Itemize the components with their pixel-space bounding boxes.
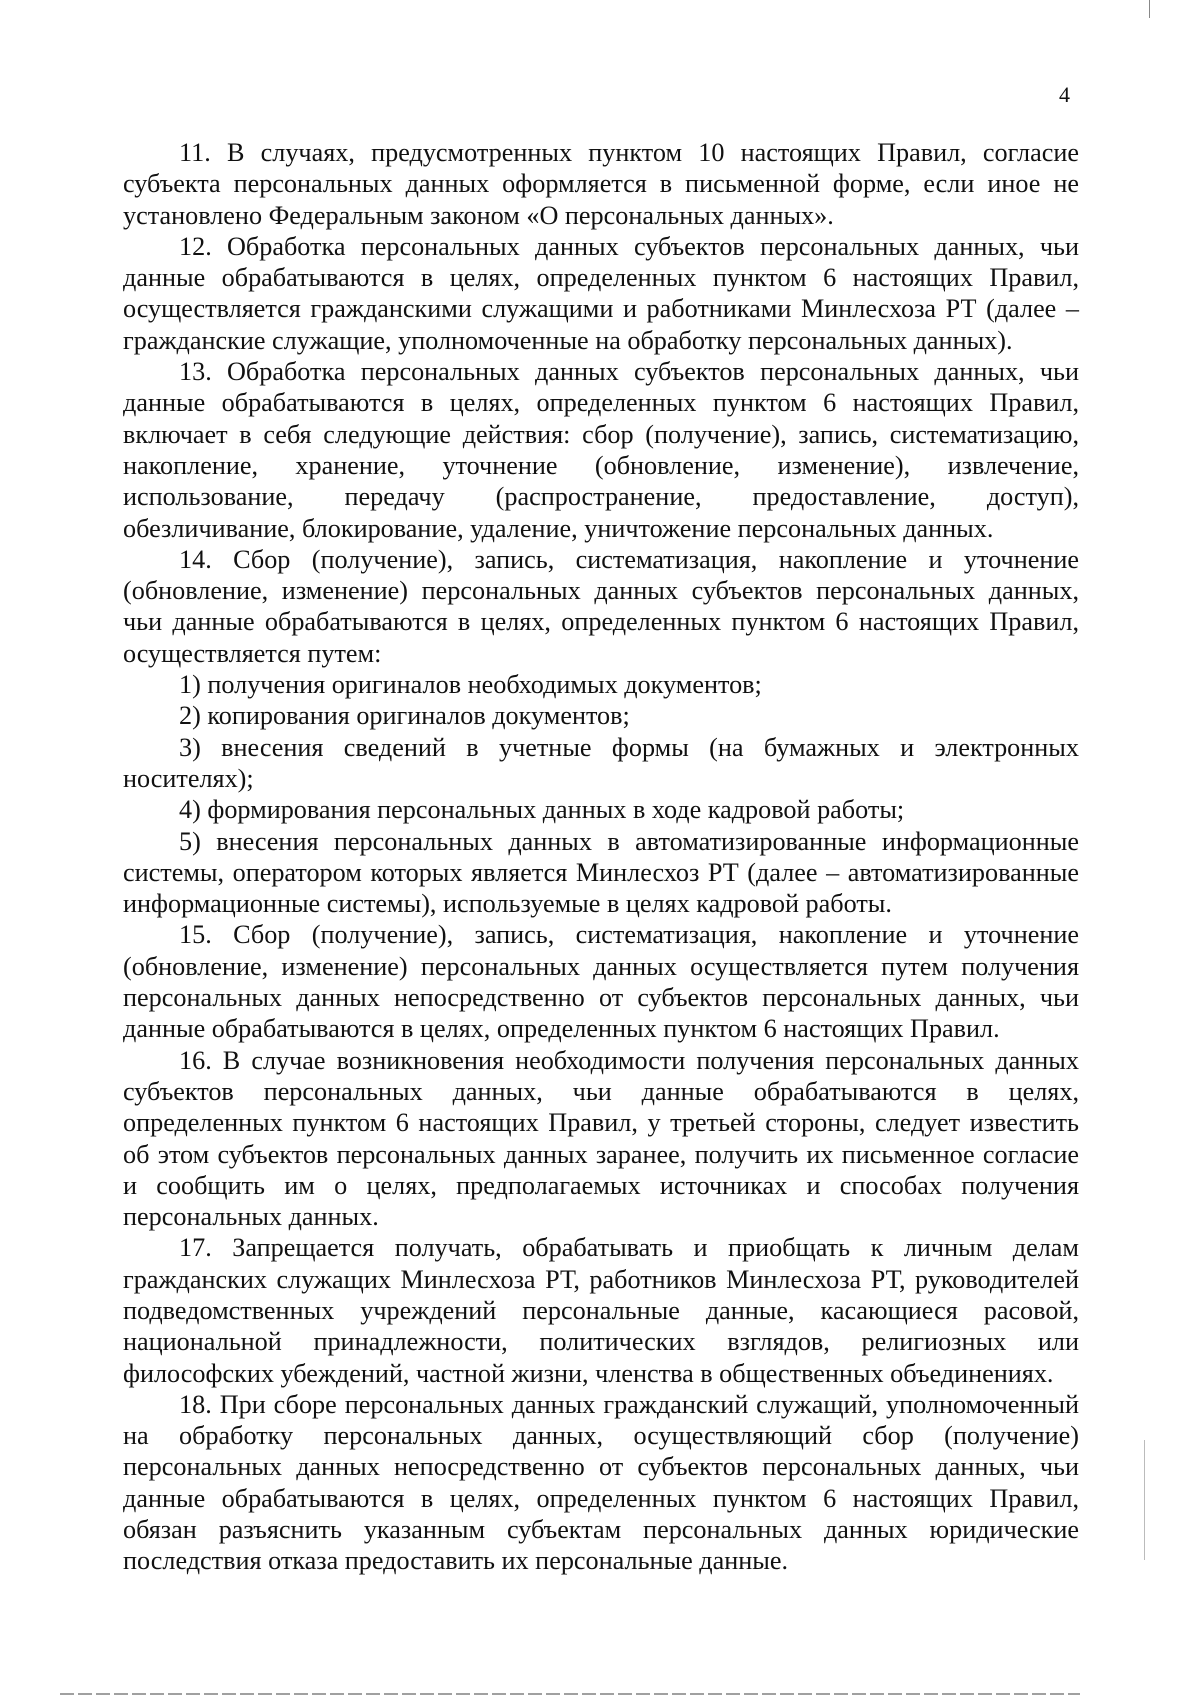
paragraph-13: 13. Обработка персональных данных субъектов персональных данных, чьи данные обрабатываются в целях, определенных пунктом 6 настоящих Правил, включает в себя следующие действия: сбор (получение), запись, систематизацию, накопление, хранение, уточнение (обновление, изменение), извлечение, использование, передачу (распространение, предоставление, доступ), обезличивание, блокирование, удаление, уничтожение персональных данных.: [123, 357, 1079, 543]
document-body: [123, 137, 1079, 1577]
scan-edge-mark: [1149, 0, 1150, 18]
paragraph-14: 14. Сбор (получение), запись, систематизация, накопление и уточнение (обновление, изменение) персональных данных субъектов персональных данных, чьи данные обрабатываются в целях, определенных пунктом 6 настоящих Правил, осуществляется путем:: [123, 544, 1079, 668]
list-item-2: 2) копирования оригиналов документов;: [179, 701, 630, 731]
list-item-4: 4) формирования персональных данных в ходе кадровой работы;: [179, 795, 905, 825]
paragraph-12: 12. Обработка персональных данных субъектов персональных данных, чьи данные обрабатываются в целях, определенных пунктом 6 настоящих Правил, осуществляется гражданскими служащими и работниками Минлесхоза РТ (далее – гражданские служащие, уполномоченные на обработку персональных данных).: [123, 231, 1079, 355]
page-number: 4: [1059, 82, 1070, 107]
list-item-5: 5) внесения персональных данных в автоматизированные информационные системы, оператором которых является Минлесхоз РТ (далее – автоматизированные информационные системы), используемые в целях кадровой работы.: [123, 826, 1079, 919]
list-item-3: 3) внесения сведений в учетные формы (на бумажных и электронных носителях);: [123, 732, 1079, 793]
paragraph-16: 16. В случае возникновения необходимости получения персональных данных субъектов персональных данных, чьи данные обрабатываются в целях, определенных пунктом 6 настоящих Правил, у третьей стороны, следует известить об этом субъектов персональных данных заранее, получить их письменное согласие и сообщить им о целях, предполагаемых источниках и способах получения персональных данных.: [123, 1045, 1079, 1232]
paragraph-18: 18. При сборе персональных данных гражданский служащий, уполномоченный на обработку персональных данных, осуществляющий сбор (получение) персональных данных непосредственно от субъектов персональных данных, чьи данные обрабатываются в целях, определенных пунктом 6 настоящих Правил, обязан разъяснить указанным субъектам персональных данных юридические последствия отказа предоставить их персональные данные.: [123, 1389, 1079, 1576]
paragraph-11: 11. В случаях, предусмотренных пунктом 10 настоящих Правил, согласие субъекта персональных данных оформляется в письменной форме, если иное не установлено Федеральным законом «О персональных данных».: [123, 138, 1079, 230]
paragraph-15: 15. Сбор (получение), запись, систематизация, накопление и уточнение (обновление, изменение) персональных данных осуществляется путем получения персональных данных непосредственно от субъектов персональных данных, чьи данные обрабатываются в целях, определенных пунктом 6 настоящих Правил.: [123, 920, 1079, 1044]
list-item-1: 1) получения оригиналов необходимых документов;: [179, 670, 762, 700]
paragraph-17: 17. Запрещается получать, обрабатывать и приобщать к личным делам гражданских служащих Минлесхоза РТ, работников Минлесхоза РТ, руководителей подведомственных учреждений персональные данные, касающиеся расовой, национальной принадлежности, политических взглядов, религиозных или философских убеждений, частной жизни, членства в общественных объединениях.: [123, 1233, 1079, 1388]
scan-edge-mark: [1144, 1440, 1145, 1560]
scan-bottom-line: [60, 1693, 1080, 1695]
